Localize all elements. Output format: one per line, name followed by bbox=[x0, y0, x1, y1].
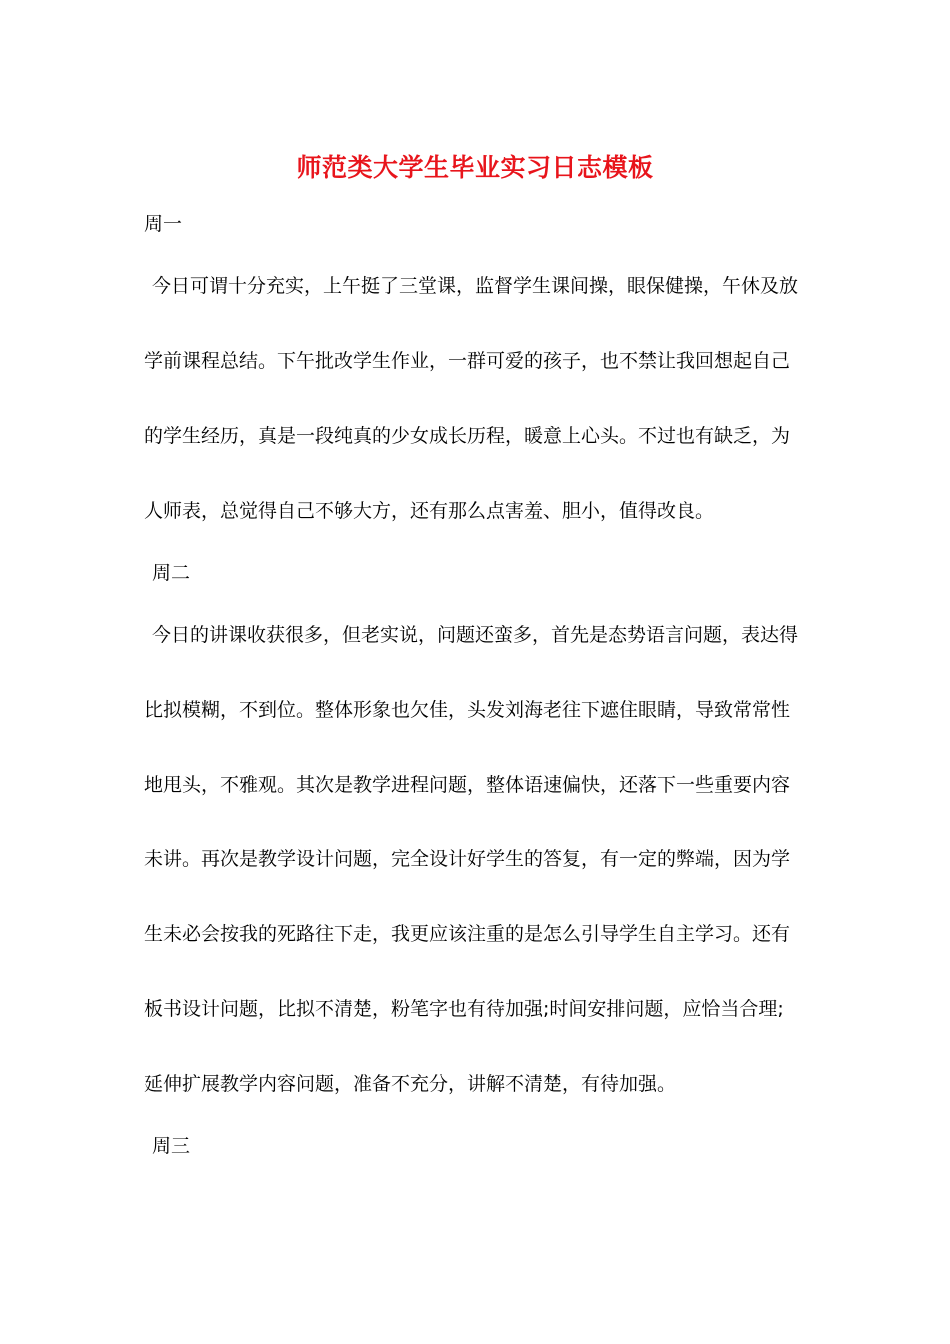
section-heading-monday: 周一 bbox=[144, 213, 183, 235]
paragraph-line: 延伸扩展教学内容问题，准备不充分，讲解不清楚，有待加强。 bbox=[144, 1073, 677, 1095]
section-heading-wednesday: 周三 bbox=[152, 1135, 191, 1157]
section-heading-tuesday: 周二 bbox=[152, 562, 191, 584]
paragraph-line: 地甩头，不雅观。其次是教学进程问题，整体语速偏快，还落下一些重要内容 bbox=[144, 774, 791, 796]
paragraph-line: 今日的讲课收获很多，但老实说，问题还蛮多，首先是态势语言问题，表达得 bbox=[152, 624, 799, 646]
paragraph-line: 学前课程总结。下午批改学生作业，一群可爱的孩子，也不禁让我回想起自己 bbox=[144, 350, 791, 372]
paragraph-line: 未讲。再次是教学设计问题，完全设计好学生的答复，有一定的弊端，因为学 bbox=[144, 848, 791, 870]
paragraph-line: 生未必会按我的死路往下走，我更应该注重的是怎么引导学生自主学习。还有 bbox=[144, 923, 791, 945]
paragraph-line: 比拟模糊，不到位。整体形象也欠佳，头发刘海老往下遮住眼睛，导致常常性 bbox=[144, 699, 791, 721]
paragraph-line: 人师表，总觉得自己不够大方，还有那么点害羞、胆小，值得改良。 bbox=[144, 500, 715, 522]
paragraph-line: 的学生经历，真是一段纯真的少女成长历程，暖意上心头。不过也有缺乏，为 bbox=[144, 425, 791, 447]
paragraph-line: 今日可谓十分充实，上午挺了三堂课，监督学生课间操，眼保健操，午休及放 bbox=[152, 275, 799, 297]
paragraph-line: 板书设计问题，比拟不清楚，粉笔字也有待加强;时间安排问题，应恰当合理; bbox=[144, 998, 784, 1020]
document-title: 师范类大学生毕业实习日志模板 bbox=[296, 153, 654, 182]
